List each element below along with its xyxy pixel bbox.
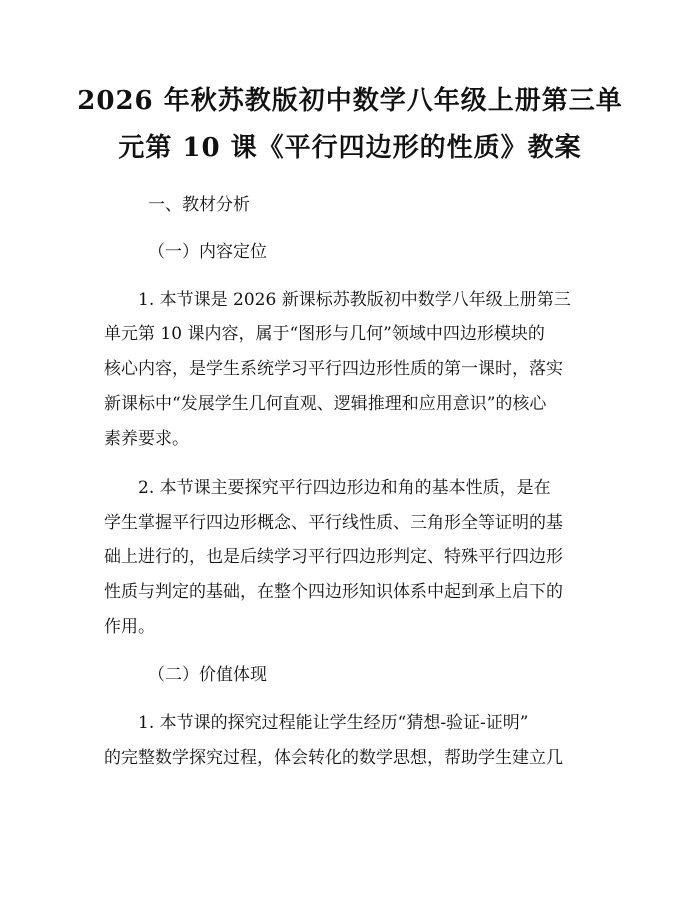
document-title-line-1: 2026 年秋苏教版初中数学八年级上册第三单 bbox=[77, 86, 623, 116]
section-heading-materials-analysis: 一、教材分析 bbox=[148, 195, 250, 215]
paragraph-1-line-3: 核心内容，是学生系统学习平行四边形性质的第一课时，落实 bbox=[104, 359, 563, 379]
paragraph-1-line-2: 单元第 10 课内容，属于“图形与几何”领域中四边形模块的 bbox=[104, 324, 545, 344]
paragraph-2-line-4: 性质与判定的基础，在整个四边形知识体系中起到承上启下的 bbox=[104, 582, 563, 602]
document-title-line-2: 元第 10 课《平行四边形的性质》教案 bbox=[118, 133, 582, 163]
paragraph-1-line-4: 新课标中“发展学生几何直观、逻辑推理和应用意识”的核心 bbox=[104, 394, 547, 414]
paragraph-2-line-5: 作用。 bbox=[104, 617, 155, 637]
paragraph-2-line-1: 2. 本节课主要探究平行四边形边和角的基本性质，是在 bbox=[138, 478, 551, 498]
subsection-heading-value: （二）价值体现 bbox=[148, 665, 267, 685]
subsection-heading-content-positioning: （一）内容定位 bbox=[148, 242, 267, 262]
paragraph-3-line-2: 的完整数学探究过程，体会转化的数学思想，帮助学生建立几 bbox=[104, 748, 563, 768]
paragraph-3-line-1: 1. 本节课的探究过程能让学生经历“猜想-验证-证明” bbox=[138, 713, 529, 733]
paragraph-1-line-5: 素养要求。 bbox=[104, 429, 189, 449]
paragraph-2-line-2: 学生掌握平行四边形概念、平行线性质、三角形全等证明的基 bbox=[104, 513, 563, 533]
paragraph-1-line-1: 1. 本节课是 2026 新课标苏教版初中数学八年级上册第三 bbox=[138, 290, 571, 310]
paragraph-2-line-3: 础上进行的，也是后续学习平行四边形判定、特殊平行四边形 bbox=[104, 547, 563, 567]
